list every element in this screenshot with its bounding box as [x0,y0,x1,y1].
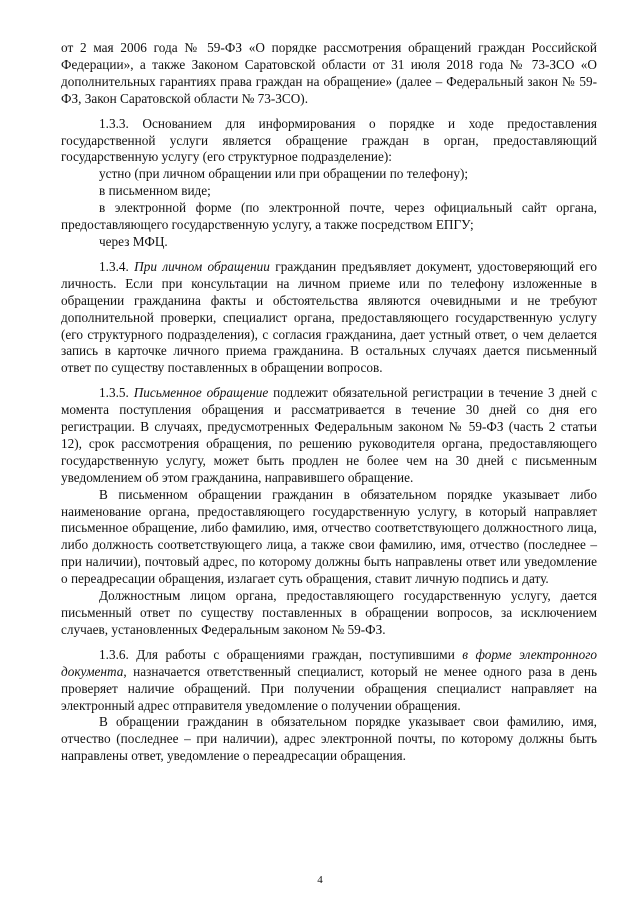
paragraph-law-reference [61,40,597,108]
paragraph-text: Должностным лицом органа, предоставляющего государственную услугу, дается письменный ответ по существу поставленных в обращении вопросов, за исключением случаев, установленных Федеральным законом № 59-ФЗ. [61,588,597,637]
paragraph-text: в электронной форме (по электронной почте, через официальный сайт органа, предоставляющего государственную услугу, а также посредством ЕПГУ; [61,200,597,233]
paragraph-italic-term: При личном обращении [134,258,270,274]
paragraph-text: В обращении гражданин в обязательном порядке указывает свои фамилию, имя, отчество (последнее – при наличии), адрес электронной почты, по которому должны быть направлены ответ, уведомление о переадресации обращения. [61,714,597,764]
paragraph-text: гражданин предъявляет документ, удостоверяющий его личность. Если при консультации на личном приеме или по телефону изложенные в обращении гражданина факты и обстоятельства являются очевидными и не требуют дополнительной проверки, специалист органа, предоставляющего государственную услугу (его структурного подразделения), с согласия гражданина, дает устный ответ, о чем делается запись в карточке личного приема гражданина. В остальных случаях дается письменный ответ по существу поставленных в обращении вопросов. [61,258,598,376]
paragraph-electronic-requirements [61,714,597,765]
list-item-mfc [61,234,597,251]
paragraph-text: В письменном обращении гражданин в обязательном порядке указывает либо наименование органа, предоставляющего государственную услугу, в который направляет письменное обращение, либо фамилию, имя, отчество соответствующего должностного лица, либо должность соответствующего лица, а также свои фамилию, имя, отчество (последнее – при наличии), почтовый адрес, по которому должны быть направлены ответ или уведомление о переадресации обращения, излагает суть обращения, ставит личную подпись и дату. [61,486,597,587]
paragraph-text: устно (при личном обращении или при обращении по телефону); [99,166,469,182]
list-item-written [61,183,597,200]
list-item-electronic [61,200,597,234]
page-number: 4 [317,874,323,886]
paragraph-lead: 1.3.6. Для работы с обращениями граждан, поступившими [99,646,463,662]
paragraph-written-requirements [61,487,597,588]
document-page [61,40,597,765]
paragraph-text: подлежит обязательной регистрации в течение 3 дней с момента поступления обращения и рассматривается в течение 30 дней со дня его регистрации. В случаях, предусмотренных Федеральным законом № 59-ФЗ (часть 2 статьи 12), срок рассмотрения обращения, по решению руководителя органа, предоставляющего государственную услугу, может быть продлен не более чем на 30 дней с письменным уведомлением об этом гражданина, направившего обращение. [61,385,597,485]
paragraph-text: 1.3.3. Основанием для информирования о порядке и ходе предоставления государственной услуги является обращение граждан в орган, предоставляющий государственную услугу (его структурное подразделение): [61,115,597,165]
paragraph-italic-term: в форме электронного документа [61,646,597,679]
paragraph-1-3-5 [61,385,597,486]
paragraph-written-answer [61,588,597,639]
paragraph-lead: 1.3.5. [99,385,134,401]
paragraph-lead: 1.3.4. [99,258,135,274]
paragraph-text: от 2 мая 2006 года № 59-ФЗ «О порядке рассмотрения обращений граждан Российской Федерации», а также Законом Саратовской области от 31 июля 2018 года № 73-ЗСО «О дополнительных гарантиях права граждан на обращение» (далее – Федеральный закон № 59-ФЗ, Закон Саратовской области № 73-ЗСО). [61,40,597,106]
paragraph-1-3-3 [61,116,597,167]
paragraph-italic-term: Письменное обращение [133,385,269,401]
paragraph-text: через МФЦ. [99,233,168,249]
paragraph-1-3-4 [61,259,597,377]
paragraph-1-3-6 [61,647,597,715]
paragraph-text: в письменном виде; [99,183,211,199]
list-item-oral [61,166,597,183]
paragraph-text: , назначается ответственный специалист, который не менее одного раза в день проверяет наличие обращений. При получении обращения специалист направляет на электронный адрес отправителя уведомление о получении обращения. [61,663,597,713]
